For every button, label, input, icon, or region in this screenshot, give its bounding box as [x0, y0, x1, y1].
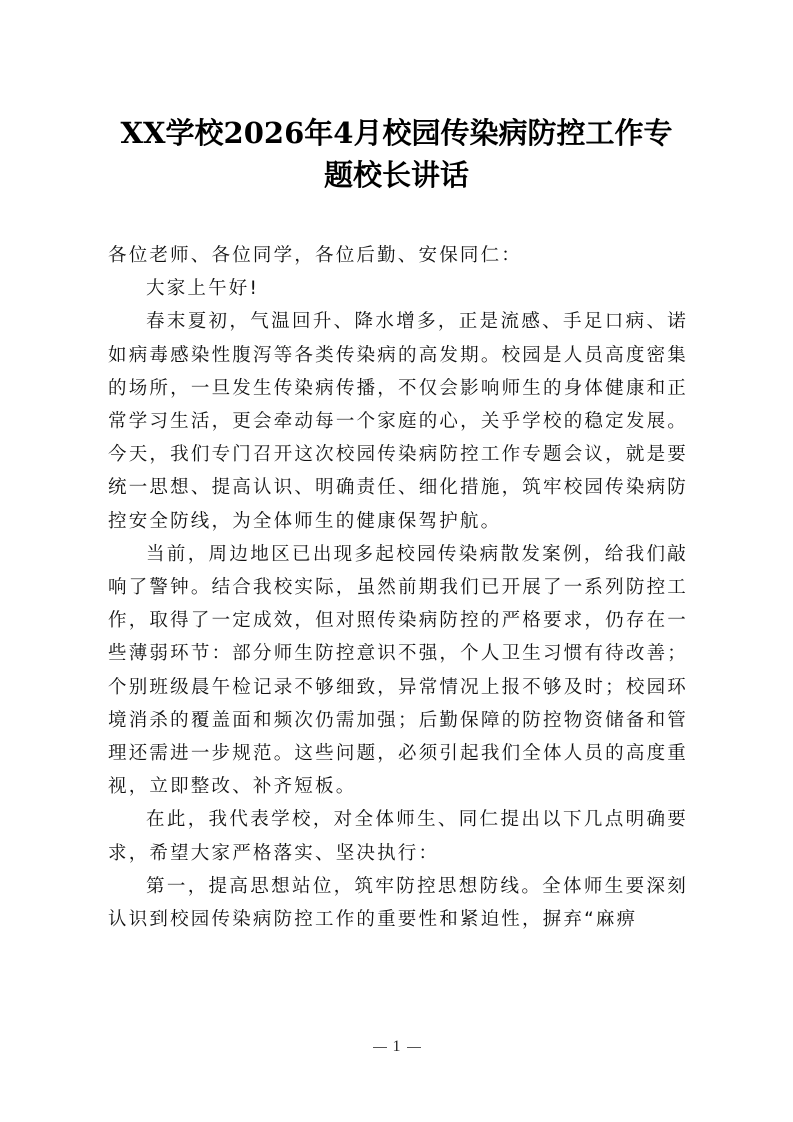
- dash-right: [407, 1047, 421, 1048]
- paragraph: 第一，提高思想站位，筑牢防控思想防线。全体师生要深刻认识到校园传染病防控工作的重要性和紧迫性，摒弃“麻痹: [108, 875, 688, 931]
- page-number-value: 1: [392, 1038, 401, 1055]
- dash-left: [373, 1047, 387, 1048]
- paragraph: 春末夏初，气温回升、降水增多，正是流感、手足口病、诺如病毒感染性腹泻等各类传染病的高发期。校园是人员高度密集的场所，一旦发生传染病传播，不仅会影响师生的身体健康和正常学习生活，更会牵动每一个家庭的心，关乎学校的稳定发展。今天，我们专门召开这次校园传染病防控工作专题会议，就是要统一思想、提高认识、明确责任、细化措施，筑牢校园传染病防控安全防线，为全体师生的健康保驾护航。: [108, 311, 688, 532]
- title-line-2: 题校长讲话: [323, 158, 469, 192]
- salutation: 各位老师、各位同学，各位后勤、安保同仁：: [108, 245, 523, 266]
- paragraph: 在此，我代表学校，对全体师生、同仁提出以下几点明确要求，希望大家严格落实、坚决执行：: [108, 809, 688, 864]
- page-number: [0, 1038, 793, 1056]
- greeting: 大家上午好!: [146, 278, 260, 300]
- document-title: [100, 112, 693, 196]
- document-body: [108, 239, 688, 936]
- title-line-1: XX学校2026年4月校园传染病防控工作专: [120, 116, 673, 150]
- paragraph: 当前，周边地区已出现多起校园传染病散发案例，给我们敲响了警钟。结合我校实际，虽然前期我们已开展了一系列防控工作，取得了一定成效，但对照传染病防控的严格要求，仍存在一些薄弱环节：部分师生防控意识不强，个人卫生习惯有待改善；个别班级晨午检记录不够细致，异常情况上报不够及时；校园环境消杀的覆盖面和频次仍需加强；后勤保障的防控物资储备和管理还需进一步规范。这些问题，必须引起我们全体人员的高度重视，立即整改、补齐短板。: [108, 543, 688, 798]
